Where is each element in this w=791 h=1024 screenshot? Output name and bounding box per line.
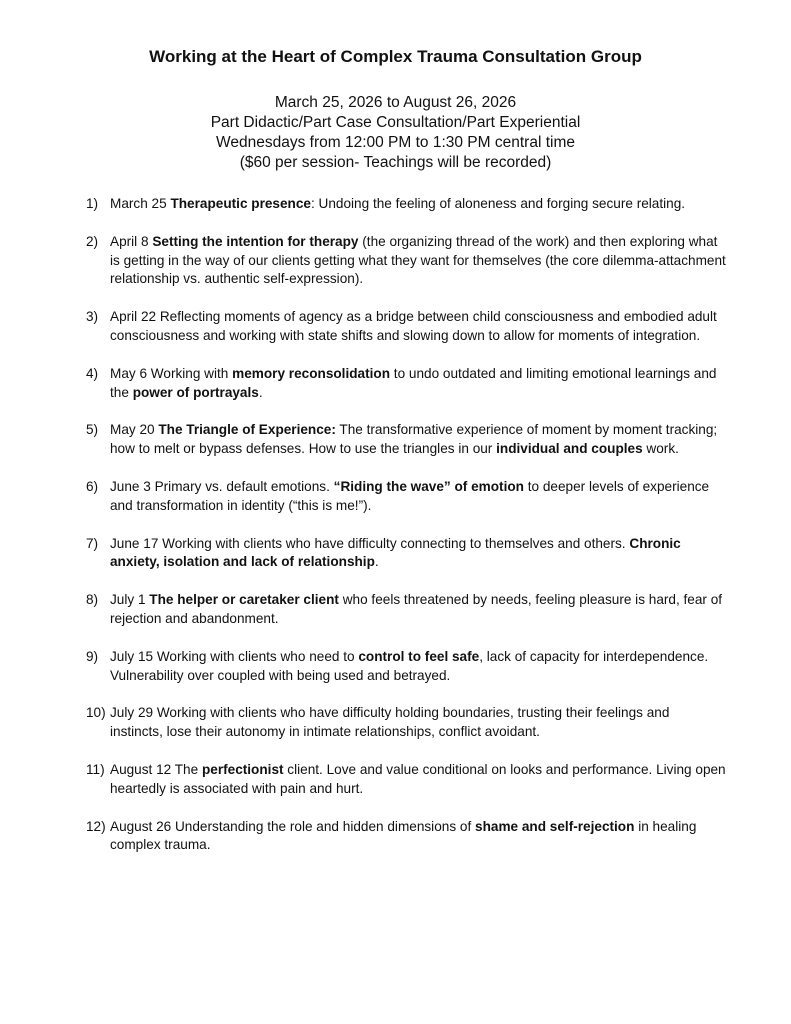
session-text: who feels threatened by needs, feeling pleasure is hard, fear of rejection and abandonment. bbox=[110, 592, 723, 626]
session-text: April 8 bbox=[110, 233, 153, 249]
session-text: July 29 Working with clients who have difficulty holding boundaries, trusting their feelings and instincts, lose their autonomy in intimate relationships, conflict avoidant. bbox=[110, 705, 670, 740]
session-highlight: control to feel safe bbox=[358, 648, 480, 664]
session-text: May 6 Working with bbox=[110, 365, 233, 381]
session-description bbox=[110, 592, 722, 626]
session-description bbox=[110, 536, 681, 570]
session-text: to undo outdated and limiting emotional learnings and the bbox=[110, 365, 717, 400]
session-item bbox=[86, 818, 726, 856]
session-list bbox=[86, 195, 726, 855]
session-highlight: The Triangle of Experience: bbox=[158, 422, 336, 438]
session-highlight: individual and couples bbox=[496, 441, 643, 457]
session-description bbox=[110, 309, 717, 343]
session-highlight: Chronic anxiety, isolation and lack of relationship bbox=[110, 535, 681, 570]
session-highlight: The helper or caretaker client bbox=[149, 592, 339, 608]
meeting-time: Wednesdays from 12:00 PM to 1:30 PM central time bbox=[216, 134, 575, 151]
price-note: ($60 per session- Teachings will be recorded) bbox=[239, 154, 552, 171]
session-text: June 3 Primary vs. default emotions. bbox=[110, 478, 334, 494]
session-number: 12) bbox=[86, 818, 106, 834]
session-text: The transformative experience of moment by moment tracking; how to melt or bypass defenses. How to use the triangles in our bbox=[110, 422, 718, 457]
session-number: 3) bbox=[86, 309, 99, 325]
session-text: . bbox=[374, 554, 379, 570]
session-highlight: perfectionist bbox=[201, 761, 284, 777]
session-number: 7) bbox=[86, 535, 99, 551]
session-item bbox=[86, 195, 726, 214]
session-text: April 22 Reflecting moments of agency as a bridge between child consciousness and embodied adult consciousness and working with state shifts and slowing down to allow for moments of integration. bbox=[110, 309, 717, 343]
session-item bbox=[86, 591, 726, 629]
session-highlight: memory reconsolidation bbox=[232, 365, 391, 381]
session-text: August 26 Understanding the role and hidden dimensions of bbox=[110, 818, 476, 834]
session-description bbox=[110, 762, 726, 796]
session-text: client. Love and value conditional on looks and performance. Living open heartedly is associated with pain and hurt. bbox=[110, 761, 726, 796]
session-number: 6) bbox=[86, 478, 99, 494]
session-item bbox=[86, 478, 726, 516]
session-text: May 20 bbox=[110, 422, 159, 438]
session-item bbox=[86, 704, 726, 742]
session-description bbox=[110, 234, 726, 287]
session-item bbox=[86, 421, 726, 459]
session-number: 11) bbox=[86, 761, 105, 777]
session-text: . bbox=[258, 384, 263, 400]
session-item bbox=[86, 308, 726, 346]
session-number: 10) bbox=[86, 705, 106, 721]
session-description bbox=[110, 196, 685, 211]
session-text: June 17 Working with clients who have difficulty connecting to themselves and others. bbox=[110, 535, 630, 551]
session-text: , lack of capacity for interdependence. Vulnerability over coupled with being used and betrayed. bbox=[110, 648, 709, 683]
session-highlight: “Riding the wave” of emotion bbox=[333, 478, 524, 494]
session-description bbox=[110, 422, 717, 456]
session-item bbox=[86, 233, 726, 289]
schedule-header bbox=[0, 93, 791, 173]
date-range: March 25, 2026 to August 26, 2026 bbox=[274, 94, 517, 111]
session-highlight: Setting the intention for therapy bbox=[152, 233, 359, 249]
session-text: in healing complex trauma. bbox=[110, 818, 697, 853]
session-item bbox=[86, 535, 726, 573]
session-highlight: Therapeutic presence bbox=[170, 196, 311, 211]
session-text: July 15 Working with clients who need to bbox=[110, 648, 359, 664]
session-description bbox=[110, 649, 708, 683]
session-description bbox=[110, 819, 696, 853]
session-text: August 12 The bbox=[110, 761, 202, 777]
session-number: 4) bbox=[86, 365, 99, 381]
session-text: : Undoing the feeling of aloneness and forging secure relating. bbox=[310, 196, 686, 211]
session-description bbox=[110, 479, 709, 513]
session-item bbox=[86, 648, 726, 686]
document-title: Working at the Heart of Complex Trauma Consultation Group bbox=[149, 47, 642, 66]
session-text: March 25 bbox=[110, 196, 171, 211]
session-text: to deeper levels of experience and transformation in identity (“this is me!”). bbox=[110, 478, 710, 513]
session-number: 1) bbox=[86, 196, 99, 211]
session-number: 5) bbox=[86, 422, 99, 438]
session-item bbox=[86, 761, 726, 799]
session-highlight: power of portrayals bbox=[132, 384, 259, 400]
session-description bbox=[110, 705, 669, 739]
session-number: 2) bbox=[86, 233, 99, 249]
session-text: work. bbox=[642, 441, 679, 457]
session-description bbox=[110, 366, 717, 400]
session-number: 8) bbox=[86, 592, 99, 608]
session-text: (the organizing thread of the work) and then exploring what is getting in the way of our clients getting what they want for themselves (the core dilemma-attachment relationship vs. authentic self-expression). bbox=[110, 233, 726, 287]
session-text: July 1 bbox=[110, 592, 150, 608]
session-number: 9) bbox=[86, 648, 99, 664]
session-highlight: shame and self-rejection bbox=[475, 818, 635, 834]
session-item bbox=[86, 365, 726, 403]
format-line: Part Didactic/Part Case Consultation/Part Experiential bbox=[210, 114, 581, 131]
